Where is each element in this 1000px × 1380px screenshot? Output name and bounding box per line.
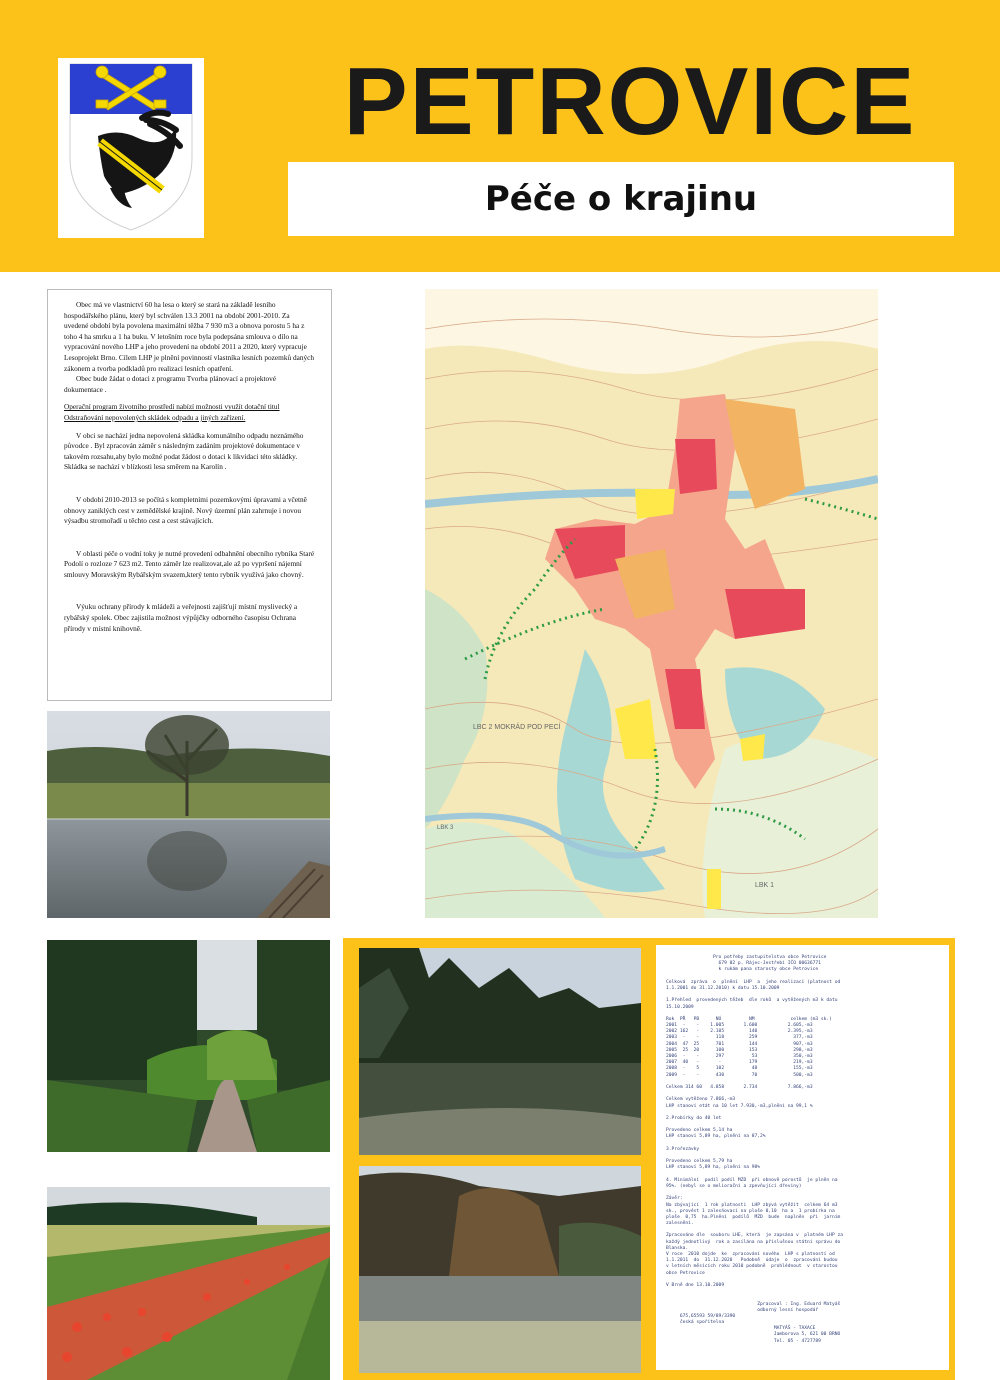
report-line: MATYÁŠ - TAXACE bbox=[666, 1326, 816, 1332]
report-line: 1.1.2011 do 31.12.2020 Podobně údaje o zpracování budou bbox=[666, 1258, 838, 1264]
report-line: česká spořitelna bbox=[666, 1320, 725, 1326]
forest-plan-report bbox=[656, 945, 949, 1370]
report-line: Provedeno celkem 5,79 ha bbox=[666, 1159, 733, 1165]
page-subtitle: Péče o krajinu bbox=[484, 179, 758, 219]
report-line: každý jednotlivý rok a zasílána na příslušnou státní správu do bbox=[666, 1239, 841, 1245]
report-line: obce Petrovice bbox=[666, 1270, 705, 1276]
report-line: 95%. (nebyl se o meliorační a zpevňující dřeviny) bbox=[666, 1183, 802, 1189]
intro-paragraph: V oblasti péče o vodní toky je nutné provedení odbahnění obecního rybníka Staré Podolí o rozloze 7 623 m2. Tento záměr lze realizovat,ale až po vypršení nájemní smlouvy Moravským Rybářským svazem,který tento rybník využívá jako chovný. bbox=[64, 548, 315, 579]
report-line: odborný lesní hospodář bbox=[666, 1307, 819, 1313]
map-image bbox=[425, 289, 878, 918]
report-line: 2001 - - 1.005 1.600 2.605,-m3 bbox=[666, 1023, 813, 1029]
report-line: 2005 25 20 100 153 298,-m3 bbox=[666, 1047, 813, 1053]
photo-forest-road-image bbox=[47, 940, 330, 1152]
report-line: Tel. 05 - 4727789 bbox=[666, 1338, 821, 1344]
report-line: ploše 0,75 ha.Plnění podílů MZD bude naplněn při jarním bbox=[666, 1214, 841, 1220]
report-line: LHP stanoví 5,89 ha, plnění na 87,2% bbox=[666, 1134, 766, 1140]
report-line: Celková zpráva o plnění LHP a jeho realizaci (platnost od bbox=[666, 979, 841, 985]
report-line: 2009 - - 430 70 500,-m3 bbox=[666, 1072, 813, 1078]
intro-paragraph: V období 2010-2013 se počítá s kompletními pozemkovými úpravami a včetně obnovy zaniklých cest v zemědělské krajině. Nový územní plán zahrnuje i novou výsadbu stromořadí u těchto cest a cest stávajících. bbox=[64, 494, 307, 526]
photo-pond-forest-image bbox=[359, 948, 641, 1155]
report-line: V Brně dne 13.10.2009 bbox=[666, 1282, 725, 1288]
report-line: 2008 - 5 102 48 155,-m3 bbox=[666, 1066, 813, 1072]
report-line: 675,65593 59/89/3390 bbox=[666, 1313, 736, 1319]
report-line: 2003 - - 118 259 377,-m3 bbox=[666, 1035, 813, 1041]
report-line: 2.Probírky do 40 let bbox=[666, 1115, 722, 1121]
report-line: 1.Přehled provedených těžeb dle roků a vytěžených m3 k datu bbox=[666, 998, 838, 1004]
photo-forest-road bbox=[47, 940, 330, 1152]
report-line: Celkem vytěženo 7.866,-m3 bbox=[666, 1097, 736, 1103]
report-line: 3.Prořezávky bbox=[666, 1146, 700, 1152]
intro-paragraph: V obci se nachází jedna nepovolená skládka komunálního odpadu neznámého původce . Byl zpracován záměr s následným zadáním projektové dokumentace v takovém rozsahu,aby bylo možné podat žádost o dotaci k likvidaci této skládky. Skládka se nachází v blízkosti lesa směrem na Karolín . bbox=[64, 430, 304, 472]
photo-poppy-field-image bbox=[47, 1187, 330, 1380]
coat-of-arms-icon bbox=[58, 58, 204, 238]
report-line: 2006 - - 297 53 350,-m3 bbox=[666, 1054, 813, 1059]
photo-pond-autumn bbox=[359, 1166, 641, 1373]
report-line: 2004 47 25 701 144 907,-m3 bbox=[666, 1041, 813, 1047]
report-line: LHP stanoví etát na 10 let 7.930,-m3,plnění na 99,1 % bbox=[666, 1103, 813, 1109]
report-line: v letních měsících roku 2010 podobně prohlédnout v starostou bbox=[666, 1264, 838, 1270]
report-line: Zpracováno dle souboru LHE, která je zapsána v platném LHP za bbox=[666, 1233, 844, 1239]
intro-paragraph: Obec má ve vlastnictví 60 ha lesa o který se stará na základě lesního hospodářského plánu, který byl schválen 13.3 2001 na období 2001-2010. Za uvedené období byla povolena maximální těžba 7 930 m3 a obnova porostu 5 ha z toho 4 ha smrku a 1 ha buku. V letošním roce byla podepsána smlouva o dílo na vypracování nového LHP a jeho provedení na období 2011 a 2020, který vypracuje Lesoprojekt Brno. Cílem LHP je plnění povinností vlastníka lesních pozemků daných zákonem a tvorba podkladů pro realizaci lesních opatření. bbox=[64, 300, 315, 373]
coat-of-arms bbox=[58, 58, 204, 238]
report-line: Na zbývající 1 rok platnosti LHP zbývá vytěžit celkem 64 m3 bbox=[666, 1202, 838, 1208]
intro-paragraph-underlined: Operační program životního prostředí nabízí možnosti využít dotační titul Odstraňování nepovolených skládek odpadu a jiných zařízení. bbox=[64, 402, 280, 422]
header-banner bbox=[0, 0, 1000, 272]
report-line: sk., provést 1 zalesňovací na ploše 0,10 ha a 1 probírka na bbox=[666, 1208, 835, 1214]
report-line: 2007 40 - - 179 219,-m3 bbox=[666, 1060, 813, 1066]
report-line: Pro potřeby zastupitelstva obce Petrovice bbox=[666, 955, 827, 960]
land-use-map bbox=[425, 289, 878, 918]
photo-pond-tree bbox=[47, 711, 330, 918]
photo-poppy-field bbox=[47, 1187, 330, 1380]
report-line: Zpracoval : Ing. Eduard Matyáš bbox=[666, 1301, 841, 1307]
report-line: Celkem 314 60 4.858 2.734 7.866,-m3 bbox=[666, 1084, 813, 1090]
report-line: V roce 2010 dojde ke zpracování nového LHP s platností od bbox=[666, 1252, 835, 1257]
photo-pond-forest bbox=[359, 948, 641, 1155]
report-line: 15.10.2009 bbox=[666, 1004, 694, 1010]
report-line: Závěr: bbox=[666, 1196, 683, 1202]
map-label: LBK 1 bbox=[755, 882, 775, 889]
report-line: 1.1.2001 do 31.12.2010) k datu 15.10.2009 bbox=[666, 985, 780, 991]
report-line: zalesnění. bbox=[666, 1221, 694, 1227]
photo-pond-autumn-image bbox=[359, 1166, 641, 1373]
map-label: LBK 3 bbox=[437, 825, 454, 831]
intro-paragraph: Obec bude žádat o dotaci z programu Tvorba plánovací a projektové dokumentace . bbox=[64, 374, 277, 394]
subtitle-box bbox=[288, 162, 954, 236]
report-line: Blanska. bbox=[666, 1245, 689, 1251]
report-line: 2002 162 - 2.105 140 2.395,-m3 bbox=[666, 1029, 813, 1035]
intro-text-panel bbox=[47, 289, 332, 701]
report-line: Provedeno celkem 5,14 ha bbox=[666, 1128, 733, 1134]
report-line: Jamborova 5, 621 00 BRNO bbox=[666, 1332, 841, 1338]
report-line: 4. Minimální podíl podíl MZD při obnově porostů je plněn na bbox=[666, 1177, 838, 1183]
photo-pond-tree-image bbox=[47, 711, 330, 918]
map-label: LBC 2 MOKRÁD POD PECÍ bbox=[473, 724, 561, 731]
report-line: Rok PŘ PB NÚ NM celkem (m3 sk.) bbox=[666, 1016, 832, 1022]
page-title: PETROVICE bbox=[343, 48, 917, 155]
report-line: LHP stanoví 5,89 ha, plnění na 98% bbox=[666, 1165, 761, 1171]
report-line: k rukám pana starosty obce Petrovice bbox=[666, 967, 819, 973]
intro-paragraph: Výuku ochrany přírody k mládeži a veřejnosti zajišťují místní myslivecký a rybářský spolek. Obec zajistila možnost výpůjčky odborného časopisu Ochrana přírody v místní knihovně. bbox=[64, 602, 298, 633]
report-line: 679 02 p. Rájec-Jestřebí IČO 00636771 bbox=[666, 961, 821, 967]
